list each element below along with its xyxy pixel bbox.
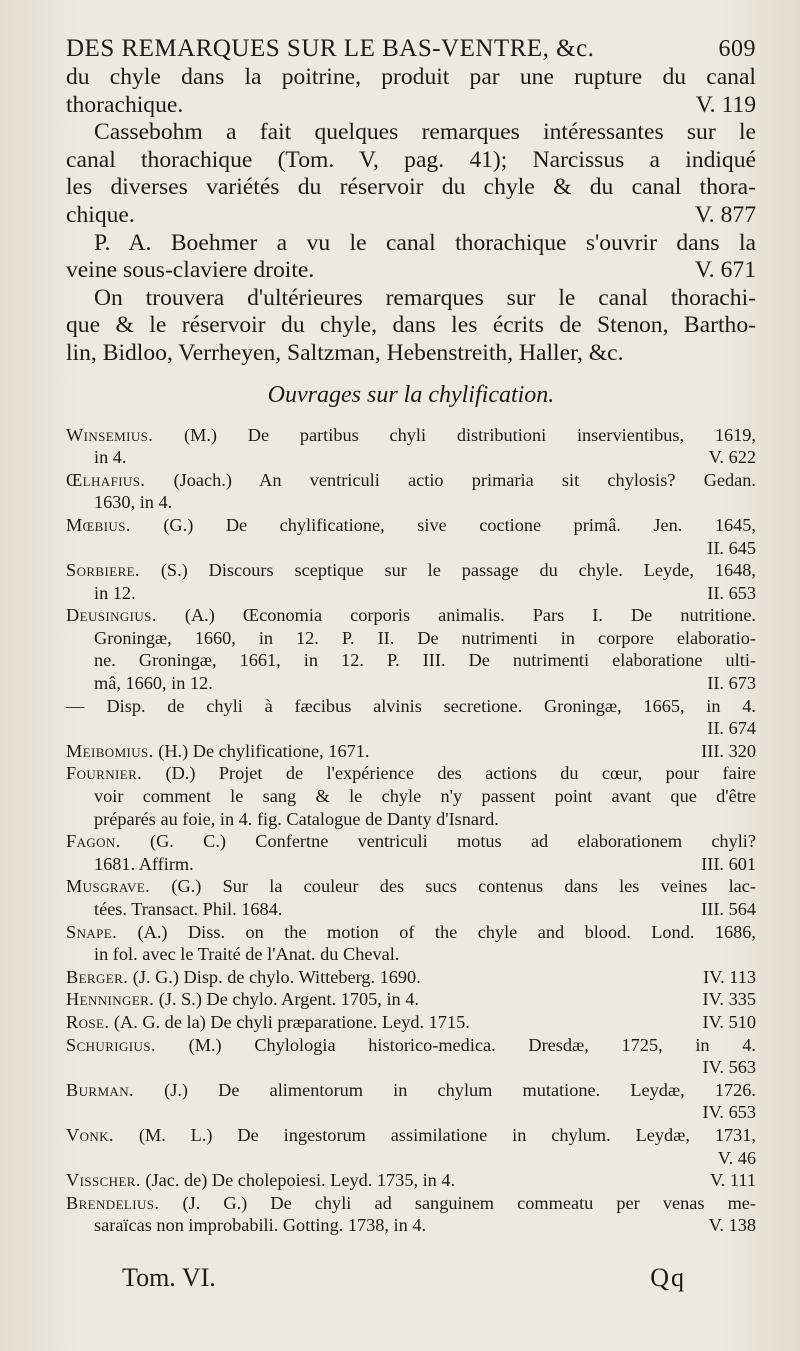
line-text: Disp. de chyli à fæcibus alvinis secretione. Groningæ, 1665, in 4. xyxy=(106,695,756,716)
line-text: chique. xyxy=(66,201,135,228)
author-name: Rose. xyxy=(66,1011,110,1032)
text-line xyxy=(66,898,756,921)
volume-reference: V. 46 xyxy=(717,1147,756,1168)
text-line xyxy=(66,446,756,469)
text-line xyxy=(66,988,756,1011)
author-name: Snape. xyxy=(66,921,118,942)
bibliography-list xyxy=(66,424,756,1237)
volume-label: Tom. VI. xyxy=(122,1263,216,1292)
bibliography-entry xyxy=(66,1169,756,1192)
line-text: tées. Transact. Phil. 1684. xyxy=(94,899,283,919)
bibliography-entry xyxy=(66,740,756,763)
volume-reference: V. 111 xyxy=(709,1170,756,1191)
line-text: in 4. xyxy=(94,447,127,468)
line-text: (D.) Projet de l'expérience des actions du cœur, pour faire xyxy=(165,763,757,784)
line-text: (G.) Sur la couleur des sucs contenus dans les veines lac- xyxy=(171,876,756,897)
entry-head xyxy=(66,1011,470,1034)
line-text: ne. Groningæ, 1661, in 12. P. III. De nutrimenti elaboratione ulti- xyxy=(94,650,756,671)
author-name: Winsemius. xyxy=(66,424,154,445)
author-name: Brendelius. xyxy=(66,1192,160,1213)
text-line xyxy=(66,762,756,785)
line-text: préparés au foie, in 4. fig. Catalogue de Danty d'Isnard. xyxy=(94,808,499,829)
line-text: thorachique. xyxy=(66,91,184,118)
entry-head xyxy=(66,1193,756,1213)
entry-head xyxy=(66,605,756,625)
bibliography-entry xyxy=(66,1124,756,1169)
running-head xyxy=(66,34,756,64)
line-text: (M. L.) De ingestorum assimilatione in chylum. Leydæ, 1731, xyxy=(138,1124,756,1145)
line-text: (J. G.) Disp. de chylo. Witteberg. 1690. xyxy=(132,966,421,987)
page-footer xyxy=(122,1263,756,1293)
text-line xyxy=(66,537,756,560)
bibliography-entry xyxy=(66,514,756,559)
volume-reference: II. 674 xyxy=(707,718,756,739)
author-name: Berger. xyxy=(66,966,129,987)
line-text: in 12. xyxy=(94,582,136,603)
line-text: P. A. Boehmer a vu le canal thorachique s'ouvrir dans la xyxy=(94,229,756,256)
paragraph xyxy=(66,119,756,229)
text-line xyxy=(66,1192,756,1215)
text-line xyxy=(66,202,756,230)
text-line xyxy=(66,627,756,650)
entry-head xyxy=(66,966,421,989)
paragraph xyxy=(66,285,756,368)
line-text: du chyle dans la poitrine, produit par une rupture du canal xyxy=(66,64,756,90)
line-text: (M.) Chylologia historico-medica. Dresdæ, 1725, in 4. xyxy=(188,1034,756,1055)
volume-reference: V. 671 xyxy=(694,257,756,284)
author-name: Musgrave. xyxy=(66,876,151,897)
entry-head xyxy=(66,1080,756,1100)
text-line xyxy=(66,582,756,605)
volume-reference: V. 622 xyxy=(708,447,756,468)
entry-head xyxy=(66,831,756,851)
text-line xyxy=(66,649,756,672)
line-text: in fol. avec le Traité de l'Anat. du Cheval. xyxy=(94,944,400,965)
author-name: Sorbiere. xyxy=(66,560,140,581)
text-line xyxy=(66,1169,756,1192)
text-line xyxy=(66,1056,756,1079)
text-line xyxy=(66,853,756,876)
paragraph xyxy=(66,64,756,119)
bibliography-entry xyxy=(66,695,756,740)
text-line xyxy=(66,943,756,966)
author-name: Henninger. xyxy=(66,989,155,1010)
text-line xyxy=(66,1147,756,1170)
text-line xyxy=(66,230,756,258)
text-line xyxy=(66,1124,756,1147)
line-text: 1630, in 4. xyxy=(94,492,173,513)
text-line xyxy=(66,1034,756,1057)
text-line xyxy=(66,312,756,340)
bibliography-entry xyxy=(66,988,756,1011)
line-text: veine sous-claviere droite. xyxy=(66,257,315,284)
volume-reference: IV. 335 xyxy=(702,989,756,1010)
line-text: (H.) De chylificatione, 1671. xyxy=(158,740,370,761)
author-name: Schurigius. xyxy=(66,1034,156,1055)
bibliography-entry xyxy=(66,604,756,694)
bibliography-entry xyxy=(66,469,756,514)
line-text: saraïcas non improbabili. Gotting. 1738, in 4. xyxy=(94,1215,427,1236)
text-line xyxy=(66,491,756,514)
author-name: Burman. xyxy=(66,1079,134,1100)
text-line xyxy=(66,1214,756,1237)
author-name: Mœbius. xyxy=(66,514,131,535)
volume-reference: V. 119 xyxy=(695,91,756,118)
line-text: (A.) Œconomia corporis animalis. Pars I. De nutritione. xyxy=(184,605,757,626)
text-line xyxy=(66,92,756,120)
volume-reference: III. 601 xyxy=(701,853,756,874)
text-line xyxy=(66,717,756,740)
line-text: (M.) De partibus chyli distributioni inservientibus, 1619, xyxy=(184,424,756,445)
text-line xyxy=(66,1101,756,1124)
text-line xyxy=(66,966,756,989)
bibliography-entry xyxy=(66,1034,756,1079)
line-text: (J. S.) De chylo. Argent. 1705, in 4. xyxy=(158,989,419,1010)
text-line xyxy=(66,174,756,202)
entry-head xyxy=(66,922,756,942)
text-line xyxy=(66,875,756,898)
text-line xyxy=(66,514,756,537)
text-line xyxy=(66,559,756,582)
entry-head xyxy=(66,763,756,783)
volume-reference: IV. 653 xyxy=(702,1102,756,1123)
volume-reference: IV. 510 xyxy=(702,1011,756,1032)
text-line xyxy=(66,808,756,831)
line-text: (J.) De alimentorum in chylum mutatione. Leydæ, 1726. xyxy=(164,1079,756,1100)
paragraph xyxy=(66,230,756,285)
line-text: voir comment le sang & le chyle n'y passent point avant que d'être xyxy=(94,786,756,807)
bibliography-entry xyxy=(66,1192,756,1237)
author-name: Meibomius. xyxy=(66,740,154,761)
text-line xyxy=(66,1079,756,1102)
entry-head xyxy=(66,876,756,896)
text-line xyxy=(66,257,756,285)
volume-reference: II. 645 xyxy=(707,537,756,558)
author-name: Fagon. xyxy=(66,831,121,852)
author-name: Visscher. xyxy=(66,1170,141,1191)
bibliography-entry xyxy=(66,875,756,920)
volume-reference: II. 653 xyxy=(707,582,756,603)
bibliography-entry xyxy=(66,559,756,604)
line-text: On trouvera d'ultérieures remarques sur le canal thorachi- xyxy=(94,284,756,311)
volume-reference: V. 138 xyxy=(708,1215,756,1236)
line-text: (S.) Discours sceptique sur le passage du chyle. Leyde, 1648, xyxy=(160,560,756,581)
text-line xyxy=(66,672,756,695)
bibliography-entry xyxy=(66,424,756,469)
entry-head xyxy=(66,988,419,1011)
body-text xyxy=(66,64,756,368)
text-line xyxy=(66,695,756,718)
line-text: (Jac. de) De cholepoiesi. Leyd. 1735, in 4. xyxy=(145,1170,456,1191)
line-text: Groningæ, 1660, in 12. P. II. De nutrimenti in corpore elaboratio- xyxy=(94,627,756,648)
line-text: (J. G.) De chyli ad sanguinem commeatu per venas me- xyxy=(182,1192,757,1213)
line-text: lin, Bidloo, Verrheyen, Saltzman, Hebenstreith, Haller, &c. xyxy=(66,339,624,366)
volume-reference: IV. 113 xyxy=(703,966,756,987)
line-text: que & le réservoir du chyle, dans les écrits de Stenon, Bartho- xyxy=(66,312,756,339)
author-name: Vonk. xyxy=(66,1124,114,1145)
text-line xyxy=(66,1011,756,1034)
text-line xyxy=(66,285,756,313)
bibliography-entry xyxy=(66,1011,756,1034)
line-text: canal thorachique (Tom. V, pag. 41); Narcissus a indiqué xyxy=(66,146,756,173)
entry-head xyxy=(66,560,756,580)
text-line xyxy=(66,340,756,368)
section-title: Ouvrages sur la chylification. xyxy=(267,381,555,408)
line-text: (G.) De chylificatione, sive coctione primâ. Jen. 1645, xyxy=(163,514,756,535)
volume-reference: IV. 563 xyxy=(702,1057,756,1078)
text-line xyxy=(66,469,756,492)
text-line xyxy=(66,785,756,808)
line-text: mâ, 1660, in 12. xyxy=(94,673,213,694)
entry-head xyxy=(66,515,756,535)
entry-head xyxy=(66,1035,756,1055)
entry-head xyxy=(66,470,756,490)
line-text: (A.) Diss. on the motion of the chyle and blood. Lond. 1686, xyxy=(137,921,756,942)
author-name: Œlhafius. xyxy=(66,469,146,490)
entry-head xyxy=(66,425,756,445)
volume-reference: III. 564 xyxy=(701,899,756,919)
entry-head xyxy=(66,1125,756,1145)
author-name: Deusingius. xyxy=(66,605,157,626)
author-name: — xyxy=(66,695,85,716)
text-line xyxy=(66,119,756,147)
running-title: DES REMARQUES SUR LE BAS-VENTRE, &c. xyxy=(66,35,595,62)
signature-mark: Qq xyxy=(650,1263,686,1292)
bibliography-entry xyxy=(66,966,756,989)
volume-reference: III. 320 xyxy=(701,740,756,761)
bibliography-entry xyxy=(66,1079,756,1124)
bibliography-entry xyxy=(66,921,756,966)
text-line xyxy=(66,740,756,763)
line-text: 1681. Affirm. xyxy=(94,853,194,874)
bibliography-entry xyxy=(66,830,756,875)
line-text: les diverses variétés du réservoir du chyle & du canal thora- xyxy=(66,174,756,201)
volume-reference: V. 877 xyxy=(694,201,756,228)
text-line xyxy=(66,147,756,175)
bibliography-entry xyxy=(66,762,756,830)
text-line xyxy=(66,921,756,944)
line-text: (G. C.) Confertne ventriculi motus ad elaborationem chyli? xyxy=(149,831,756,852)
author-name: Fournier. xyxy=(66,763,143,784)
entry-head xyxy=(66,740,369,763)
line-text: (Joach.) An ventriculi actio primaria sit chylosis? Gedan. xyxy=(173,469,756,490)
text-line xyxy=(66,604,756,627)
page-number: 609 xyxy=(718,36,756,62)
text-line xyxy=(66,64,756,92)
text-line xyxy=(66,424,756,447)
volume-reference: II. 673 xyxy=(707,673,756,694)
line-text: (A. G. de la) De chyli præparatione. Leyd. 1715. xyxy=(113,1011,470,1032)
entry-head xyxy=(66,1169,455,1192)
text-line xyxy=(66,830,756,853)
entry-head xyxy=(66,696,756,716)
line-text: Cassebohm a fait quelques remarques intéressantes sur le xyxy=(94,119,756,146)
